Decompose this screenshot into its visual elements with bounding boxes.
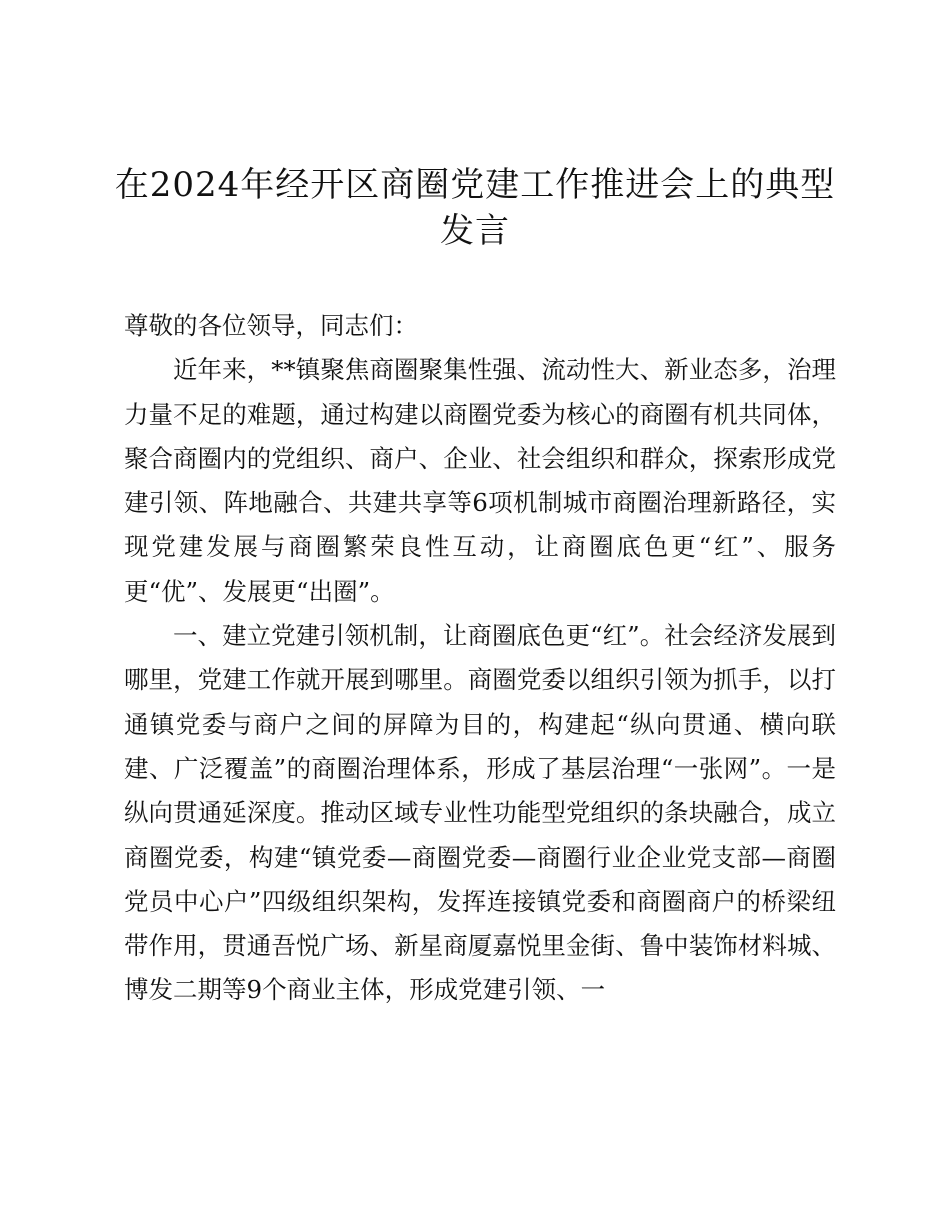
paragraph-intro: 近年来，**镇聚焦商圈聚集性强、流动性大、新业态多，治理力量不足的难题，通过构建以商圈党委为核心的商圈有机共同体，聚合商圈内的党组织、商户、企业、社会组织和群众，探索形成党建引领、阵地融合、共建共享等6项机制城市商圈治理新路径，实现党建发展与商圈繁荣良性互动，让商圈底色更“红”、服务更“优”、发展更“出圈”。 bbox=[124, 355, 836, 606]
document-title: 在2024年经开区商圈党建工作推进会上的典型发言 bbox=[114, 165, 836, 251]
paragraph-section-one: 一、建立党建引领机制，让商圈底色更“红”。社会经济发展到哪里，党建工作就开展到哪里。商圈党委以组织引领为抓手，以打通镇党委与商户之间的屏障为目的，构建起“纵向贯通、横向联建、广泛覆盖”的商圈治理体系，形成了基层治理“一张网”。一是纵向贯通延深度。推动区域专业性功能型党组织的条块融合，成立商圈党委，构建“镇党委—商圈党委—商圈行业企业党支部—商圈党员中心户”四级组织架构，发挥连接镇党委和商圈商户的桥梁纽带作用，贯通吾悦广场、新星商厦嘉悦里金街、鲁中装饰材料城、博发二期等9个商业主体，形成党建引领、一 bbox=[124, 621, 836, 1005]
document-body bbox=[124, 304, 836, 1013]
salutation: 尊敬的各位领导，同志们： bbox=[124, 311, 418, 340]
